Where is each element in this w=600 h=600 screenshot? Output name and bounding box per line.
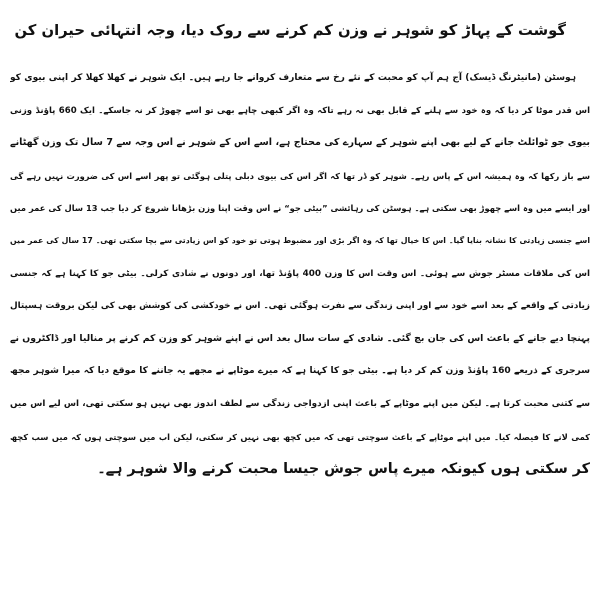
- news-article: [10, 0, 590, 600]
- article-body: [10, 62, 590, 486]
- article-line: ہوسٹن (مانیٹرنگ ڈیسک) آج ہم آپ کو محبت کے نئے رخ سے متعارف کروانے جا رہے ہیں۔ ایک شوہر نے کھلا کھلا کر اپنی بیوی کو: [10, 73, 576, 83]
- article-line: کر سکتی ہوں کیونکہ میرے پاس جوش جیسا محبت کرنے والا شوہر ہے۔: [97, 461, 590, 478]
- article-line: کمی لانے کا فیصلہ کیا۔ میں اپنے موٹاپے کے باعث سوچتی تھی کہ میں کچھ بھی نہیں کر سکتی، لیکن اب میں سوچتی ہوں کہ میں سب کچھ: [10, 431, 590, 442]
- article-line: اس کی ملاقات مسٹر جوش سے ہوئی۔ اس وقت اس کا وزن 400 پاؤنڈ تھا، اور دونوں نے شادی کرلی۔ بیٹی جو کا کہنا ہے کہ جنسی: [10, 268, 590, 279]
- article-line: اس قدر موٹا کر دیا کہ وہ خود سے ہلنے کے قابل بھی نہ رہے تاکہ وہ اگر کبھی چاہے بھی تو اسے چھوڑ کر نہ جاسکے۔ ایک 660 پاؤنڈ وزنی: [10, 105, 590, 116]
- article-line: بیوی جو ٹوائلٹ جانے کے لیے بھی اپنے شوہر کے سہارے کی محتاج ہے، اسے اس کے شوہر نے اس وجہ سے 7 سال تک وزن گھٹانے: [10, 137, 590, 149]
- article-line: سرجری کے ذریعے 160 پاؤنڈ وزن کم کر دیا ہے۔ بیٹی جو کا کہنا ہے کہ میرے موٹاپے نے مجھے یہ جاننے کا موقع دیا کہ میرا شوہر مجھ: [10, 366, 590, 377]
- article-line: زیادتی کے واقعے کے بعد اسے خود سے اور اپنی زندگی سے نفرت ہوگئی تھی۔ اس نے خودکشی کی کوشش بھی کی لیکن بروقت ہسپتال: [10, 301, 590, 312]
- article-line: پہنچا دیے جانے کے باعث اس کی جان بچ گئی۔ شادی کے سات سال بعد اس نے اپنے شوہر کو وزن کم کرنے پر منالیا اور ڈاکٹروں نے: [10, 332, 590, 344]
- article-line: اسے جنسی زیادتی کا نشانہ بنایا گیا۔ اس کا خیال تھا کہ وہ اگر بڑی اور مضبوط ہوتی تو خود کو اس زیادتی سے بچا سکتی تھی۔ 17 سال کی عمر میں: [10, 235, 590, 245]
- article-line: اور ایسے میں وہ اسے چھوڑ بھی سکتی ہے۔ ہوسٹن کی رہائشی ”بیٹی جو“ نے اس وقت اپنا وزن بڑھانا شروع کر دیا جب 13 سال کی عمر میں: [10, 203, 590, 214]
- article-line: سے باز رکھا کہ وہ ہمیشہ اس کے پاس رہے۔ شوہر کو ڈر تھا کہ اگر اس کی بیوی دبلی پتلی ہوگئی تو پھر اسے اس کی ضرورت نہیں رہے گی: [10, 170, 590, 181]
- article-line: سے کتنی محبت کرتا ہے۔ لیکن میں اپنے موٹاپے کے باعث اپنی ازدواجی زندگی سے لطف اندوز بھی نہیں ہو سکتی تھی، اس لیے اس میں: [10, 398, 590, 409]
- article-headline: گوشت کے پہاڑ کو شوہر نے وزن کم کرنے سے روک دیا، وجہ انتہائی حیران کن: [14, 22, 566, 39]
